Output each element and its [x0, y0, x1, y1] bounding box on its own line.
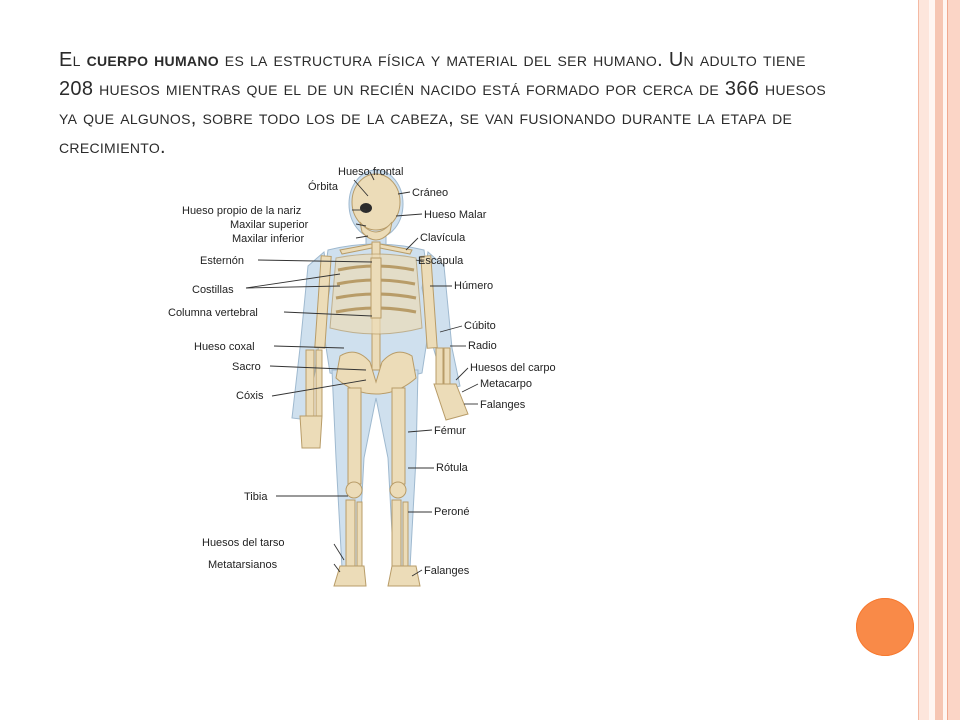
text-highlight: cuerpo humano	[86, 49, 219, 71]
label-tibia: Tibia	[244, 491, 268, 503]
decor-orange-circle	[856, 598, 914, 656]
label-clavicula: Clavícula	[420, 232, 466, 244]
label-coxis: Cóxis	[236, 390, 264, 402]
label-hueso-coxal: Hueso coxal	[194, 341, 255, 353]
decor-stripe	[935, 0, 943, 720]
text-part-1: El	[59, 49, 87, 71]
label-craneo: Cráneo	[412, 187, 449, 199]
decor-stripe	[918, 0, 929, 720]
label-orbita: Órbita	[308, 181, 338, 193]
label-maxilar-inferior: Maxilar inferior	[232, 233, 305, 245]
label-femur: Fémur	[434, 425, 466, 437]
label-falanges-mano: Falanges	[480, 399, 526, 411]
label-columna-vertebral: Columna vertebral	[168, 307, 258, 319]
label-falanges-pie: Falanges	[424, 565, 470, 577]
label-perone: Peroné	[434, 506, 470, 518]
label-costillas: Costillas	[192, 284, 234, 296]
label-maxilar-superior: Maxilar superior	[230, 219, 309, 231]
label-escapula: Escápula	[418, 255, 464, 267]
label-hueso-malar: Hueso Malar	[424, 209, 487, 221]
label-metacarpo: Metacarpo	[480, 378, 532, 390]
label-rotula: Rótula	[436, 462, 468, 474]
label-sacro: Sacro	[232, 361, 261, 373]
label-radio: Radio	[468, 340, 497, 352]
label-hueso-nariz: Hueso propio de la nariz	[182, 205, 302, 217]
skeleton-diagram	[160, 158, 600, 598]
label-cubito: Cúbito	[464, 320, 496, 332]
text-part-2: es la estructura física y material del ser humano. Un adulto tiene 208 huesos mientras que el de un recién nacido está formado por cerca de 366 huesos ya que algunos, sobre todo los de la cabeza, se van fusionando durante la etapa de crecimiento.	[59, 49, 826, 158]
label-humero: Húmero	[454, 280, 494, 292]
label-huesos-carpo: Huesos del carpo	[470, 362, 556, 374]
label-hueso-frontal: Hueso frontal	[338, 166, 404, 178]
label-esternon: Esternón	[200, 255, 245, 267]
slide-body-text	[59, 46, 829, 162]
label-huesos-tarso: Huesos del tarso	[202, 537, 285, 549]
label-metatarsianos: Metatarsianos	[208, 559, 278, 571]
decor-stripe	[947, 0, 960, 720]
